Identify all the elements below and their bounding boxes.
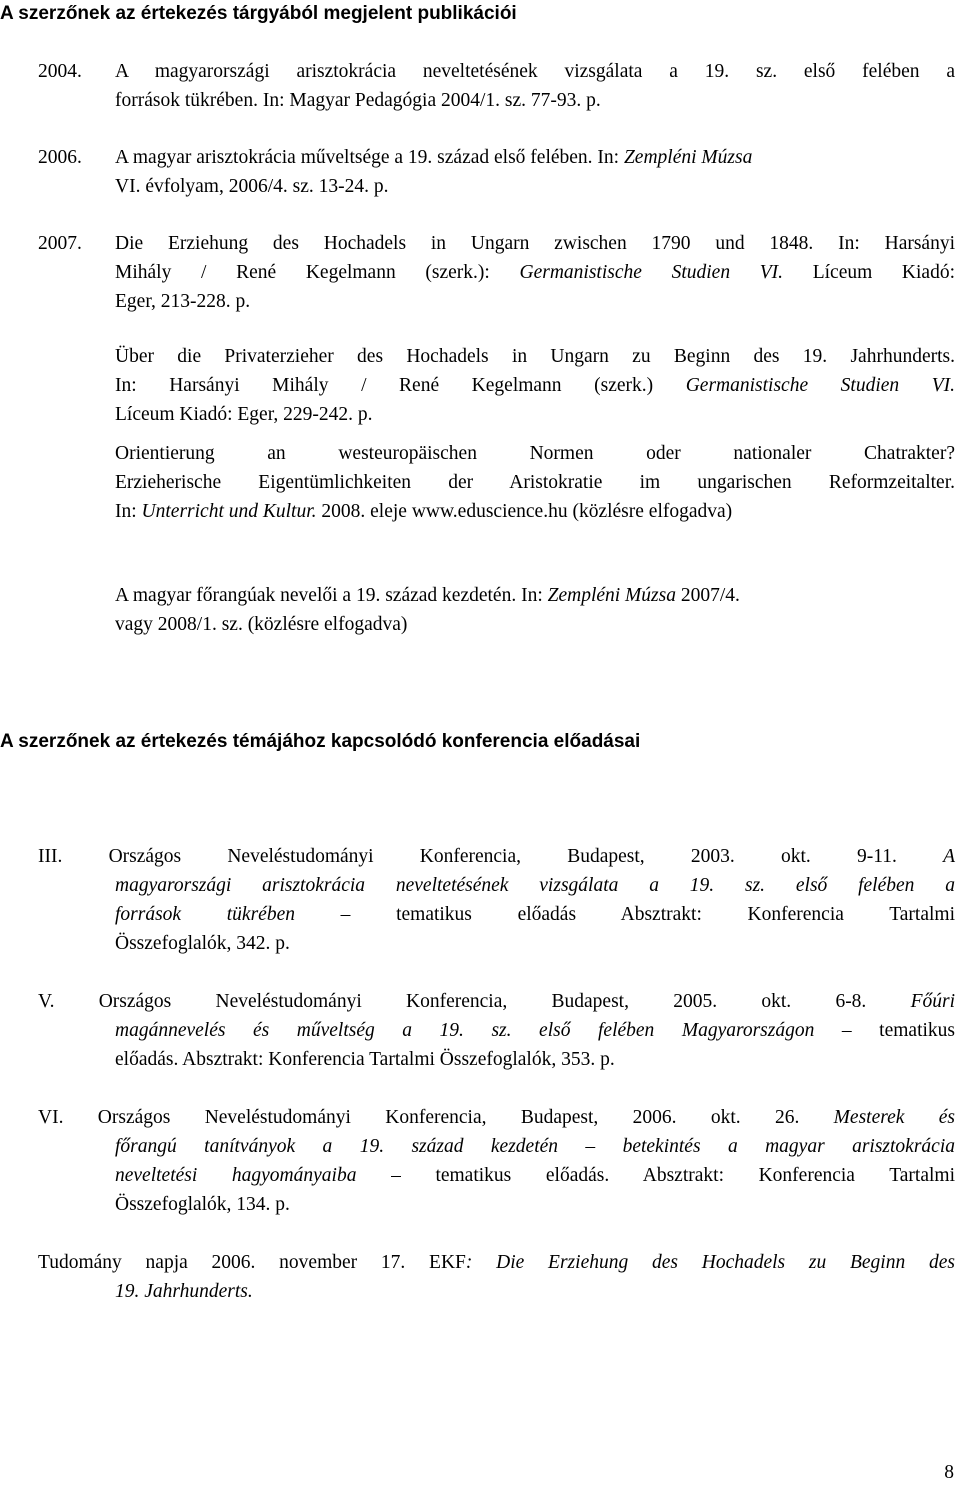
conference-entry-2006 <box>38 1103 955 1219</box>
publication-text: In: Harsányi Mihály / René Kegelmann (szerk.) <box>115 375 686 396</box>
talk-title: neveltetési hagyományaiba <box>115 1165 357 1186</box>
page-number: 8 <box>944 1462 954 1483</box>
conference-line: előadás. Absztrakt: Konferencia Tartalmi Összefoglalók, 353. p. <box>115 1049 615 1070</box>
publication-year: 2006. <box>38 147 82 168</box>
publication-line: Die Erziehung des Hochadels in Ungarn zwischen 1790 und 1848. In: Harsányi <box>115 233 955 254</box>
talk-title: A <box>943 846 955 867</box>
publication-line <box>115 143 955 172</box>
conference-line: Összefoglalók, 134. p. <box>115 1194 290 1215</box>
conference-line <box>38 987 955 1016</box>
publication-line: Líceum Kiadó: Eger, 229-242. p. <box>115 404 373 425</box>
publication-2007-privaterzieher <box>115 342 955 429</box>
journal-title: Unterricht und Kultur. <box>141 501 317 522</box>
publication-2008-orientierung <box>115 439 955 526</box>
publication-text: Líceum Kiadó: <box>783 262 956 283</box>
conference-line <box>115 900 955 929</box>
journal-title: Zempléni Múzsa <box>623 147 753 168</box>
book-title: Germanistische Studien VI. <box>685 375 955 396</box>
book-title: Germanistische Studien VI. <box>519 262 784 283</box>
publication-text: 2007/4. <box>675 585 740 606</box>
talk-title: : Die Erziehung des Hochadels zu Beginn des <box>465 1252 955 1273</box>
publication-line: Orientierung an westeuropäischen Normen oder nationaler Chatrakter? <box>115 443 955 464</box>
section-heading-publications: A szerzőnek az értekezés tárgyából megjelent publikációi <box>0 3 517 24</box>
conference-line <box>115 1016 955 1045</box>
publication-line <box>115 497 955 526</box>
conference-line <box>115 1277 955 1306</box>
publication-line: források tükrében. In: Magyar Pedagógia 2004/1. sz. 77-93. p. <box>115 90 601 111</box>
talk-title: magyarországi arisztokrácia neveltetésének vizsgálata a 19. sz. első felében a <box>115 875 955 896</box>
publication-text: A magyar arisztokrácia műveltsége a 19. század első felében. In: <box>115 147 624 168</box>
publication-line: Über die Privaterzieher des Hochadels in Ungarn zu Beginn des 19. Jahrhunderts. <box>115 346 955 367</box>
section-heading-conferences: A szerzőnek az értekezés témájához kapcsolódó konferencia előadásai <box>0 731 641 752</box>
conference-text: – tematikus előadás. Absztrakt: Konferencia Tartalmi <box>356 1165 955 1186</box>
talk-title: főrangú tanítványok a 19. század kezdetén – betekintés a magyar arisztokrácia <box>115 1136 955 1157</box>
publication-year: 2004. <box>38 61 82 82</box>
publication-2004 <box>38 57 955 115</box>
talk-title: 19. Jahrhunderts. <box>115 1281 253 1302</box>
conference-entry-tudomany-napja <box>38 1248 955 1306</box>
talk-title: magánnevelés és műveltség a 19. sz. első felében Magyarországon <box>115 1020 815 1041</box>
publication-foranguak <box>115 581 955 639</box>
publication-line <box>115 581 955 610</box>
conference-line <box>115 871 955 900</box>
conference-text: VI. Országos Neveléstudományi Konferencia, Budapest, 2006. okt. 26. <box>38 1107 834 1128</box>
conference-line: Összefoglalók, 342. p. <box>115 933 290 954</box>
publication-line: vagy 2008/1. sz. (közlésre elfogadva) <box>115 614 408 635</box>
conference-entry-2005 <box>38 987 955 1074</box>
conference-text: V. Országos Neveléstudományi Konferencia, Budapest, 2005. okt. 6-8. <box>38 991 911 1012</box>
publication-text: A magyar főrangúak nevelői a 19. század kezdetén. In: <box>115 585 548 606</box>
publication-2007 <box>38 229 955 316</box>
conference-line <box>115 1132 955 1161</box>
publication-text: In: <box>115 501 142 522</box>
publication-line: Erzieherische Eigentümlichkeiten der Aristokratie im ungarischen Reformzeitalter. <box>115 472 955 493</box>
conference-line <box>115 1161 955 1190</box>
conference-text: III. Országos Neveléstudományi Konferencia, Budapest, 2003. okt. 9-11. <box>38 846 944 867</box>
publication-2006 <box>38 143 955 201</box>
talk-title: Főúri <box>910 991 955 1012</box>
publication-text: 2008. eleje www.eduscience.hu (közlésre elfogadva) <box>316 501 733 522</box>
journal-title: Zempléni Múzsa <box>547 585 676 606</box>
publication-year: 2007. <box>38 233 82 254</box>
talk-title: források tükrében <box>115 904 295 925</box>
publication-line: A magyarországi arisztokrácia neveltetésének vizsgálata a 19. sz. első felében a <box>115 61 955 82</box>
publication-line <box>115 258 955 287</box>
talk-title: Mesterek és <box>833 1107 955 1128</box>
conference-entry-2003 <box>38 842 955 958</box>
publication-line: Eger, 213-228. p. <box>115 291 251 312</box>
conference-line <box>38 1103 955 1132</box>
conference-text: – tematikus előadás Absztrakt: Konferencia Tartalmi <box>294 904 955 925</box>
conference-text: – tematikus <box>814 1020 955 1041</box>
conference-line <box>38 1248 955 1277</box>
publication-line <box>115 371 955 400</box>
publication-line: VI. évfolyam, 2006/4. sz. 13-24. p. <box>115 176 389 197</box>
conference-text: Tudomány napja 2006. november 17. EKF <box>38 1252 466 1273</box>
publication-text: Mihály / René Kegelmann (szerk.): <box>115 262 520 283</box>
conference-line <box>38 842 955 871</box>
